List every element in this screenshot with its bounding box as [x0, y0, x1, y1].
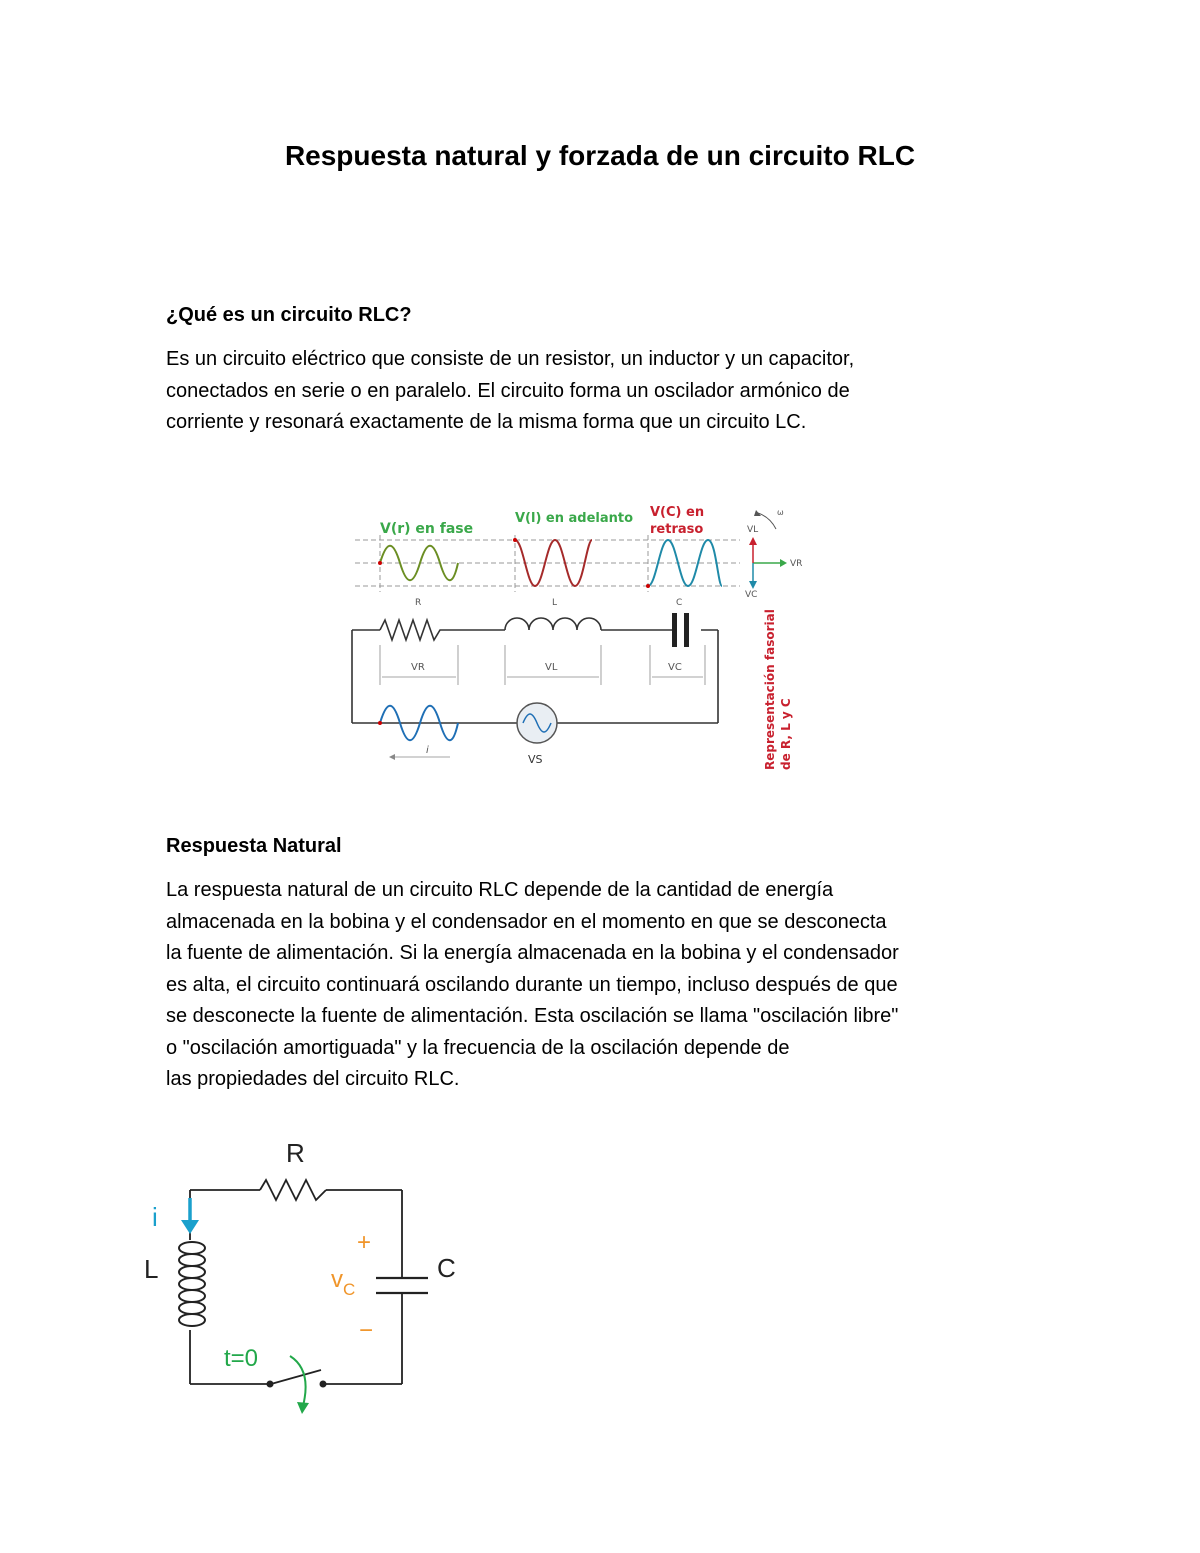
dashed-guides	[355, 535, 740, 592]
svg-text:VR: VR	[790, 559, 803, 569]
section-heading-natural: Respuesta Natural	[166, 835, 342, 857]
svg-text:de R, L y C: de R, L y C	[779, 698, 793, 770]
paragraph-line: o "oscilación amortiguada" y la frecuencia de la oscilación depende de	[166, 1036, 790, 1059]
resistor-label: R	[286, 1138, 305, 1168]
paragraph-line: Es un circuito eléctrico que consiste de un resistor, un inductor y un capacitor,	[166, 348, 855, 370]
paragraph-line: La respuesta natural de un circuito RLC depende de la cantidad de energía	[166, 879, 834, 901]
paragraph-line: corriente y resonará exactamente de la misma forma que un circuito LC.	[166, 411, 807, 433]
vl-phase-label: V(l) en adelanto	[515, 511, 634, 526]
paragraph-line: almacenada en la bobina y el condensador en el momento en que se desconecta	[166, 910, 887, 933]
vr-phase-label: V(r) en fase	[380, 521, 474, 537]
svg-text:VL: VL	[747, 525, 759, 535]
inductor-label: L	[552, 598, 558, 608]
plus-sign: +	[357, 1229, 372, 1256]
svg-text:VC: VC	[745, 590, 758, 600]
svg-text:Representación fasorial: Representación fasorial	[763, 609, 777, 770]
capacitor-voltage-label: $v_C$	[331, 1266, 356, 1299]
resistor-label: R	[415, 598, 422, 608]
natural-response-circuit	[130, 1130, 480, 1420]
vc-phase-label-line1: V(C) en	[650, 505, 705, 520]
vr-label: VR	[411, 662, 425, 673]
inductor-coil	[179, 1242, 205, 1326]
source-label: VS	[528, 753, 543, 766]
current-label: i	[152, 1202, 158, 1232]
paragraph-line: las propiedades del circuito RLC.	[166, 1068, 460, 1090]
paragraph-line: es alta, el circuito continuará oscilando durante un tiempo, incluso después de que	[166, 973, 898, 996]
switch-time-label: t=0	[224, 1345, 259, 1372]
phasor-side-label	[763, 609, 793, 770]
vl-label: VL	[545, 662, 558, 673]
section-paragraph-natural	[166, 875, 1046, 1096]
rlc-phase-figure	[340, 495, 820, 780]
minus-sign: −	[359, 1317, 374, 1344]
page-title: Respuesta natural y forzada de un circuito RLC	[284, 140, 916, 171]
vc-phase-label-line2: retraso	[650, 522, 704, 537]
phasor-diagram	[745, 508, 802, 600]
capacitor-label: C	[437, 1253, 456, 1283]
circuit-wiring	[190, 1180, 402, 1384]
section-paragraph-rlc	[166, 344, 1046, 439]
capacitor-label: C	[676, 598, 683, 608]
svg-text:ω: ω	[777, 508, 784, 517]
section-heading-rlc: ¿Qué es un circuito RLC?	[166, 304, 412, 326]
vc-label: VC	[668, 662, 682, 673]
paragraph-line: se desconecte la fuente de alimentación. Esta oscilación se llama "oscilación libre"	[166, 1005, 899, 1027]
paragraph-line: conectados en serie o en paralelo. El circuito forma un oscilador armónico de	[166, 379, 850, 402]
inductor-label: L	[144, 1254, 159, 1284]
current-label: i	[426, 745, 429, 756]
paragraph-line: la fuente de alimentación. Si la energía almacenada en la bobina y el condensador	[166, 942, 899, 964]
